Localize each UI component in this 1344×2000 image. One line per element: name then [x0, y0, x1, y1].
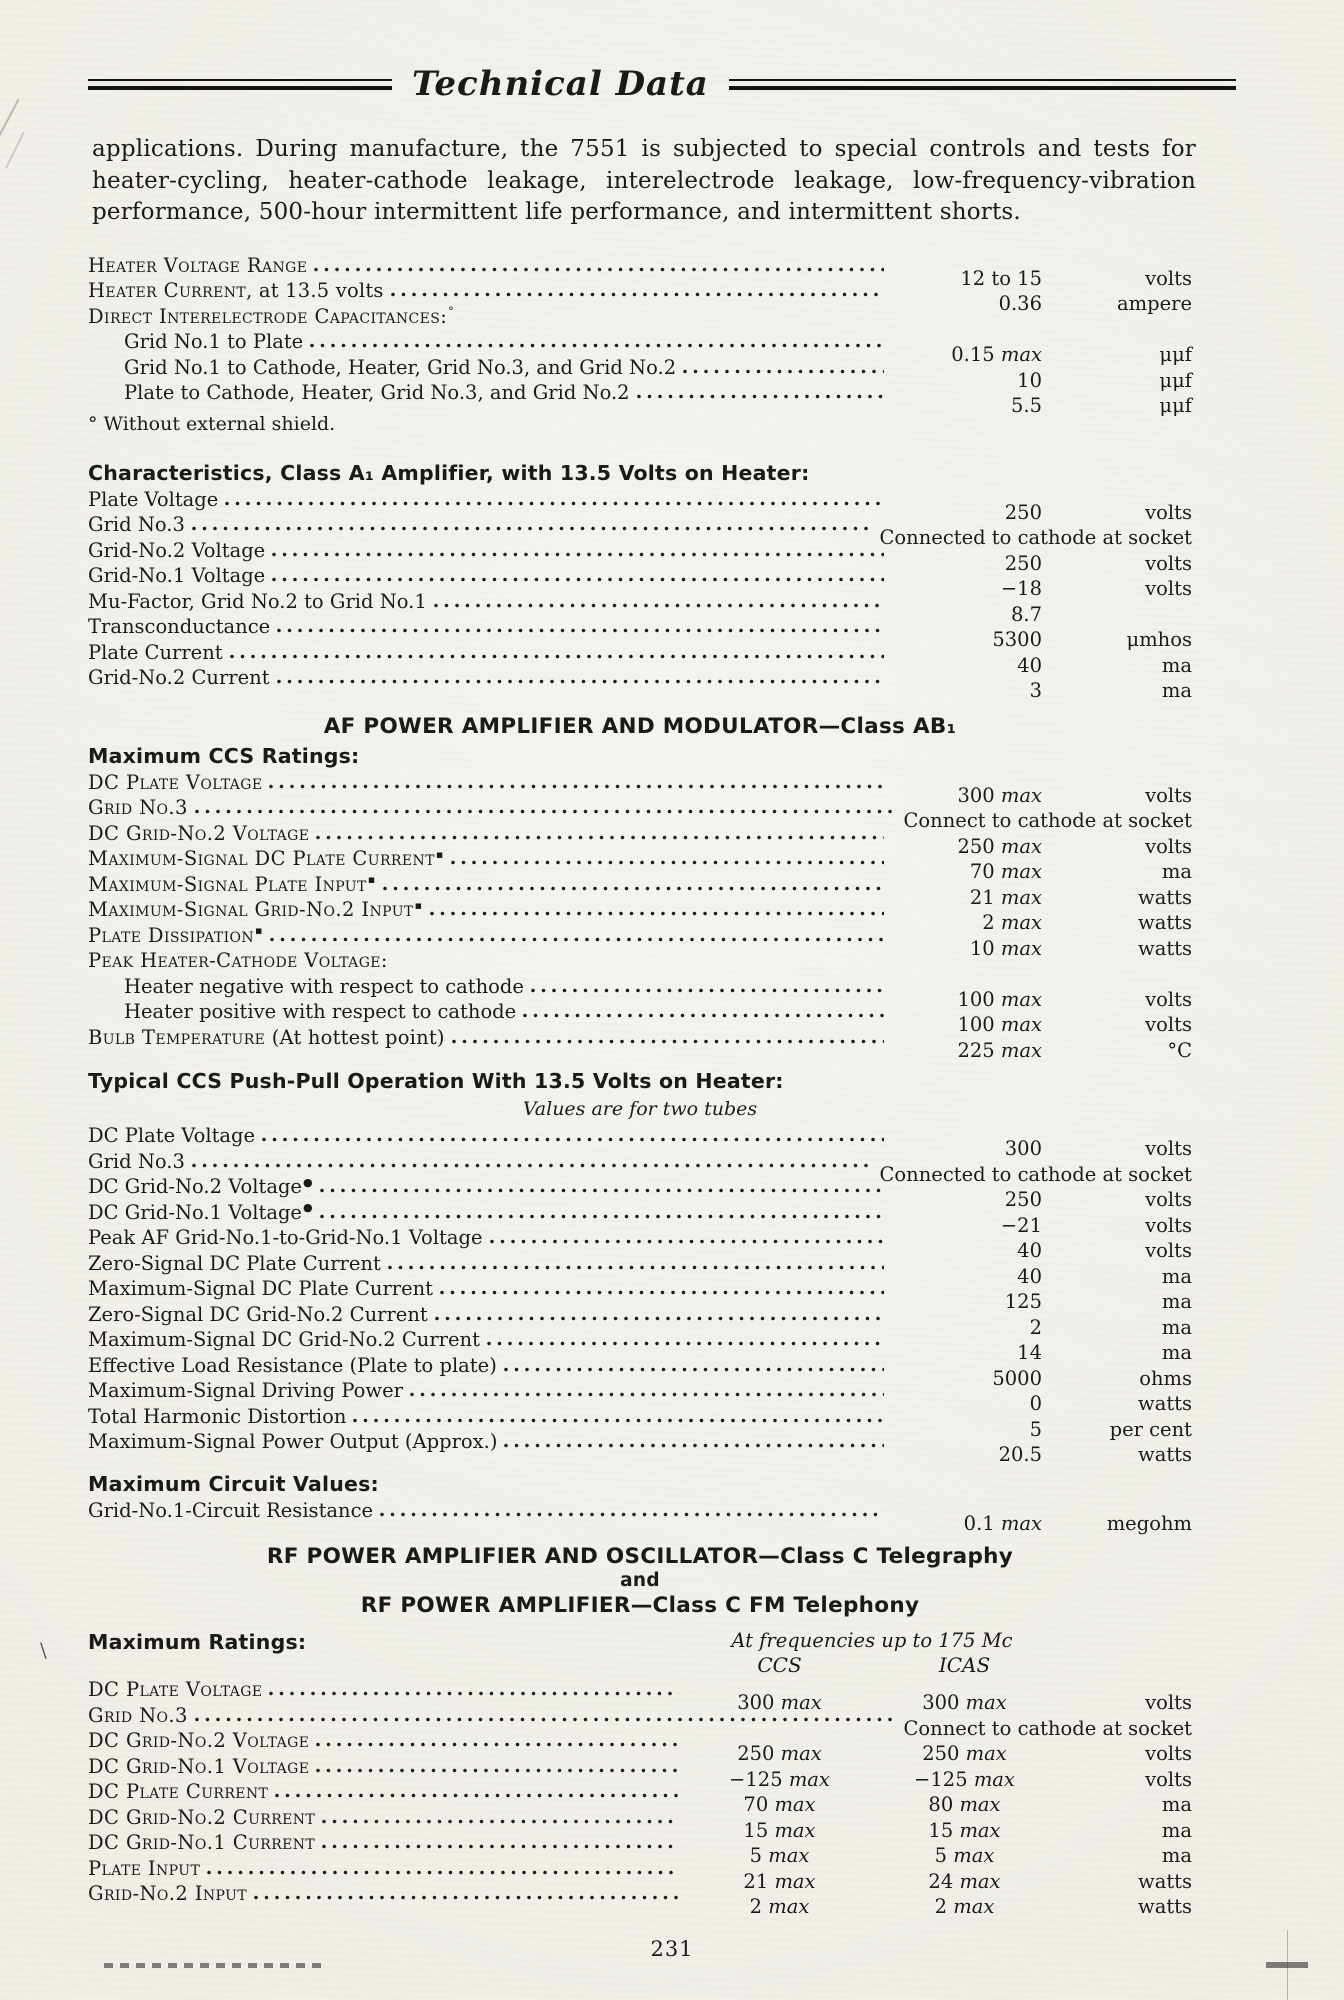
icas-value: 80 max	[928, 1793, 1001, 1816]
row-unit: volts	[1145, 834, 1192, 858]
af-power-amplifier-section	[88, 713, 1192, 1065]
footnote-marker: °	[448, 305, 455, 318]
row-unit: ma	[1161, 653, 1192, 677]
footnote-marker: ●	[302, 1201, 313, 1214]
ccs-value: 5 max	[749, 1844, 810, 1867]
row-unit: per cent	[1109, 1417, 1192, 1441]
dotted-leader	[634, 394, 884, 399]
row-value: 10 max	[969, 936, 1042, 960]
row-label: DC Grid-No.1 Voltage	[88, 1754, 310, 1778]
row-value: 10	[1017, 368, 1042, 392]
icas-value: 24 max	[928, 1869, 1001, 1893]
row-value: 250 max	[957, 834, 1042, 858]
row-label: Heater positive with respect to cathode	[124, 1000, 517, 1023]
row-label: Transconductance	[88, 615, 271, 638]
row-label: Grid No.3	[88, 796, 188, 819]
row-label: DC Plate Voltage	[88, 770, 263, 794]
ccs-value: 70 max	[743, 1793, 816, 1816]
ccs-value: 21 max	[743, 1869, 816, 1893]
row-value: 300 max	[957, 783, 1042, 807]
dotted-leader	[520, 1013, 884, 1018]
row-value: −18	[1000, 577, 1042, 600]
row-value: 5300	[992, 628, 1042, 651]
dotted-leader	[501, 1367, 884, 1372]
row-label: DC Grid-No.2 Current	[88, 1805, 316, 1829]
dotted-leader	[350, 1418, 884, 1423]
row-label: Grid-No.2 Current	[88, 666, 270, 689]
class-a1-characteristics-section	[88, 460, 1192, 705]
row-value: 20.5	[998, 1443, 1042, 1466]
row-value: 250	[1004, 1188, 1042, 1211]
row-label: Zero-Signal DC Plate Current	[88, 1251, 381, 1275]
row-value: 40	[1017, 1239, 1042, 1262]
row-label: Plate Input	[88, 1856, 201, 1880]
icas-value: −125 max	[914, 1767, 1015, 1791]
dotted-leader	[189, 526, 872, 531]
rf-ratings-header	[88, 1629, 1192, 1677]
row-value: 300	[1004, 1137, 1042, 1160]
dotted-leader	[204, 1870, 679, 1875]
row-unit: ma	[1161, 1290, 1192, 1313]
icas-value: 15 max	[928, 1818, 1001, 1842]
row-value: 21 max	[969, 885, 1042, 909]
row-unit: volts	[1145, 500, 1192, 524]
header-rule-left	[88, 79, 392, 90]
row-label: Total Harmonic Distortion	[88, 1404, 347, 1428]
row-label: Peak Heater-Cathode Voltage:	[88, 949, 388, 972]
dotted-leader	[274, 679, 884, 684]
row-value: 0.36	[998, 292, 1042, 315]
row-label: Peak AF Grid-No.1-to-Grid-No.1 Voltage	[88, 1226, 483, 1249]
shield-footnote: ° Without external shield.	[88, 412, 336, 435]
row-unit: ma	[1161, 679, 1192, 702]
row-value: 5.5	[1010, 394, 1042, 417]
row-label: Grid No.3	[88, 1703, 188, 1727]
row-label: Heater negative with respect to cathode	[124, 974, 524, 998]
dotted-leader	[319, 1844, 679, 1849]
row-unit: volts	[1145, 783, 1192, 807]
dotted-leader	[449, 1039, 884, 1044]
dotted-leader	[317, 1188, 884, 1193]
row-unit: volts	[1145, 551, 1192, 575]
row-label: Maximum-Signal Grid-No.2 Input▪	[88, 898, 423, 921]
dotted-leader	[313, 835, 884, 840]
dotted-leader	[274, 628, 884, 633]
row-unit: volts	[1145, 1239, 1192, 1262]
row-value: 12 to 15	[960, 266, 1042, 290]
table-row	[88, 974, 1192, 1011]
row-unit: ma	[1161, 1793, 1192, 1816]
dotted-leader	[267, 937, 884, 942]
row-value: 250	[1004, 551, 1042, 575]
dotted-leader	[427, 911, 885, 916]
rf-column-headers	[687, 1629, 1192, 1677]
characteristics-heading: Characteristics, Class A₁ Amplifier, with 13.5 Volts on Heater:	[88, 460, 810, 485]
row-label: Grid-No.2 Input	[88, 1882, 248, 1905]
row-unit: ma	[1161, 1844, 1192, 1867]
rf-power-amplifier-section	[88, 1543, 1192, 1921]
row-label: Effective Load Resistance (Plate to plate)	[88, 1353, 497, 1377]
row-label: Grid No.3	[88, 1149, 185, 1173]
icas-value: 300 max	[922, 1691, 1007, 1714]
maximum-circuit-values-section	[88, 1471, 1192, 1538]
page-title: Technical Data	[412, 64, 709, 104]
page-header	[0, 0, 1344, 104]
row-value: 5	[1029, 1417, 1042, 1441]
row-unit: μμf	[1159, 343, 1192, 366]
dotted-leader	[189, 1163, 872, 1168]
row-label: Maximum-Signal Plate Input▪	[88, 872, 376, 896]
icas-value: 250 max	[922, 1742, 1007, 1765]
scan-artifact	[0, 99, 19, 151]
row-label: Maximum-Signal Power Output (Approx.)	[88, 1430, 498, 1453]
row-unit: volts	[1145, 987, 1192, 1011]
row-unit: volts	[1145, 577, 1192, 600]
dotted-leader	[377, 1512, 884, 1517]
row-label: DC Plate Voltage	[88, 1678, 263, 1701]
row-unit: volts	[1145, 266, 1192, 290]
dotted-leader	[431, 603, 884, 608]
row-value: 0	[1029, 1392, 1042, 1415]
table-row	[88, 1123, 1192, 1160]
scan-artifact	[1266, 1962, 1308, 1968]
header-rule-right	[729, 79, 1236, 90]
max-ccs-ratings-heading: Maximum CCS Ratings:	[88, 743, 360, 768]
row-unit: watts	[1138, 1392, 1192, 1415]
row-unit: volts	[1145, 1742, 1192, 1765]
row-value: 40	[1017, 653, 1042, 677]
row-label-suffix: , at 13.5 volts	[246, 279, 384, 302]
dotted-leader	[272, 1793, 679, 1798]
dotted-leader	[528, 988, 884, 993]
row-unit: °C	[1167, 1038, 1192, 1062]
ccs-value: −125 max	[729, 1767, 830, 1791]
dotted-leader	[251, 1895, 679, 1900]
row-unit: ampere	[1116, 292, 1192, 315]
dotted-leader	[448, 860, 884, 865]
dotted-leader	[192, 1717, 896, 1722]
ccs-value: 250 max	[737, 1742, 822, 1765]
footnote-marker: ▪	[414, 898, 423, 912]
scan-artifact	[5, 132, 24, 169]
dotted-leader	[313, 1742, 679, 1747]
icas-value: 2 max	[934, 1895, 995, 1918]
row-unit: watts	[1138, 1895, 1192, 1918]
table-row	[88, 253, 1192, 290]
table-row	[88, 770, 1192, 807]
rf-heading-conjunction: and	[620, 1570, 660, 1591]
ccs-value: 15 max	[743, 1818, 816, 1842]
row-unit: volts	[1145, 1691, 1192, 1714]
row-unit: megohm	[1106, 1511, 1192, 1535]
row-label-suffix: (At hottest point)	[265, 1025, 445, 1049]
row-unit: volts	[1145, 1137, 1192, 1160]
dotted-leader	[385, 1265, 884, 1270]
general-ratings-table	[88, 253, 1192, 417]
row-unit: ma	[1161, 1341, 1192, 1364]
dotted-leader	[437, 1290, 884, 1295]
ccs-column-header: CCS	[757, 1653, 802, 1677]
ccs-value: 300 max	[737, 1691, 822, 1714]
row-spanning-value: Connected to cathode at socket	[879, 1162, 1192, 1186]
row-value: 2	[1029, 1315, 1042, 1339]
table-row	[88, 487, 1192, 524]
dotted-leader	[680, 369, 884, 374]
max-ccs-ratings-table	[88, 770, 1192, 1062]
row-value: 100 max	[957, 987, 1042, 1011]
footnote-marker: ▪	[255, 924, 263, 937]
row-label: Maximum-Signal DC Plate Current▪	[88, 847, 444, 870]
row-unit: volts	[1145, 1213, 1192, 1237]
dotted-leader	[227, 654, 884, 659]
row-value: 5000	[992, 1366, 1042, 1390]
row-label: DC Plate Voltage	[88, 1124, 256, 1147]
row-value: 3	[1029, 679, 1042, 702]
row-value: 40	[1017, 1264, 1042, 1288]
row-label: DC Grid-No.1 Current	[88, 1831, 316, 1854]
row-unit: ohms	[1139, 1366, 1192, 1390]
dotted-leader	[269, 552, 884, 557]
push-pull-operation-section	[88, 1068, 1192, 1469]
row-label: Direct Interelectrode Capacitances:°	[88, 304, 455, 328]
row-label: Grid-No.2 Voltage	[88, 538, 266, 562]
dotted-leader	[487, 1239, 885, 1244]
maximum-ratings-label: Maximum Ratings:	[88, 1630, 307, 1654]
row-label: Plate to Cathode, Heater, Grid No.3, and Grid No.2	[124, 381, 630, 404]
dotted-leader	[266, 784, 884, 789]
footnote-marker: ●	[302, 1175, 313, 1189]
dotted-leader	[259, 1137, 884, 1142]
af-section-heading: AF POWER AMPLIFIER AND MODULATOR—Class AB₁	[323, 713, 957, 739]
row-unit: ma	[1161, 1264, 1192, 1288]
dotted-leader	[501, 1443, 884, 1448]
row-spanning-value: Connected to cathode at socket	[879, 526, 1192, 549]
row-label: Maximum-Signal DC Grid-No.2 Current	[88, 1328, 480, 1351]
row-value: 100 max	[957, 1013, 1042, 1036]
row-label: Grid No.1 to Cathode, Heater, Grid No.3, and Grid No.2	[124, 355, 677, 379]
row-value: 2 max	[982, 911, 1042, 934]
row-label: Plate Current	[88, 640, 223, 664]
dotted-leader	[313, 1768, 679, 1773]
row-label: Mu-Factor, Grid No.2 to Grid No.1	[88, 589, 427, 613]
row-label: DC Grid-No.2 Voltage●	[88, 1175, 313, 1198]
row-label: DC Grid-No.2 Voltage	[88, 1729, 310, 1752]
row-label: Zero-Signal DC Grid-No.2 Current	[88, 1302, 428, 1326]
row-label: Bulb Temperature (At hottest point)	[88, 1025, 445, 1049]
table-row	[88, 1677, 1192, 1714]
row-unit: μμf	[1159, 368, 1192, 392]
dotted-leader	[407, 1392, 884, 1397]
row-spanning-value: Connect to cathode at socket	[903, 1716, 1192, 1740]
dotted-leader	[192, 809, 896, 814]
row-label: Plate Dissipation▪	[88, 923, 263, 947]
row-unit: volts	[1145, 1188, 1192, 1211]
rf-ratings-table	[88, 1677, 1192, 1918]
characteristics-table	[88, 487, 1192, 702]
dotted-leader	[484, 1341, 884, 1346]
row-value: 225 max	[957, 1038, 1042, 1062]
row-label: Grid No.3	[88, 513, 185, 536]
two-tubes-note: Values are for two tubes	[522, 1098, 758, 1120]
row-unit: μμf	[1159, 394, 1192, 417]
row-label: Grid-No.1-Circuit Resistance	[88, 1498, 374, 1522]
icas-value: 5 max	[934, 1844, 995, 1867]
frequency-note: At frequencies up to 175 Mc	[731, 1629, 1013, 1652]
footnote-marker: ▪	[435, 847, 444, 861]
footnote-marker: ▪	[367, 873, 376, 886]
dotted-leader	[388, 292, 884, 297]
row-value: 125	[1004, 1290, 1042, 1313]
row-label: Heater Current, at 13.5 volts	[88, 279, 384, 302]
dotted-leader	[432, 1316, 884, 1321]
row-unit: watts	[1138, 1443, 1192, 1466]
row-label: Maximum-Signal DC Plate Current	[88, 1277, 434, 1300]
scan-artifact: \	[40, 1638, 47, 1662]
row-unit: μmhos	[1126, 628, 1192, 651]
dotted-leader	[222, 501, 884, 506]
row-value: 8.7	[1010, 602, 1042, 626]
rf-heading-line1: RF POWER AMPLIFIER AND OSCILLATOR—Class C Telegraphy	[266, 1544, 1014, 1569]
row-unit: ma	[1161, 1315, 1192, 1339]
row-label: Heater Voltage Range	[88, 253, 308, 277]
dotted-leader	[269, 577, 884, 582]
circuit-values-table	[88, 1498, 1192, 1535]
icas-column-header: ICAS	[938, 1653, 991, 1677]
row-unit: watts	[1138, 911, 1192, 934]
row-spanning-value: Connect to cathode at socket	[903, 809, 1192, 832]
row-label: Grid-No.1 Voltage	[88, 564, 266, 587]
dotted-leader	[319, 1819, 679, 1824]
circuit-values-heading: Maximum Circuit Values:	[88, 1471, 379, 1496]
row-label: DC Grid-No.2 Voltage	[88, 821, 310, 845]
row-label: Maximum-Signal Driving Power	[88, 1379, 403, 1402]
row-unit: watts	[1138, 885, 1192, 909]
dotted-leader	[307, 343, 884, 348]
page-number: 231	[650, 1936, 694, 1961]
row-label: Grid No.1 to Plate	[124, 330, 304, 353]
scan-artifact	[104, 1963, 324, 1968]
push-pull-table	[88, 1123, 1192, 1466]
table-row	[88, 1498, 1192, 1535]
dotted-leader	[311, 267, 884, 272]
row-value: −21	[1000, 1213, 1042, 1237]
rf-heading-line2: RF POWER AMPLIFIER—Class C FM Telephony	[360, 1593, 920, 1618]
table-row	[88, 329, 1192, 366]
row-value: 70 max	[969, 860, 1042, 883]
general-ratings-section	[88, 253, 1192, 442]
row-unit: watts	[1138, 936, 1192, 960]
row-value: 14	[1017, 1341, 1042, 1364]
row-value: 250	[1004, 500, 1042, 524]
row-label: DC Grid-No.1 Voltage●	[88, 1200, 313, 1224]
row-unit: volts	[1145, 1767, 1192, 1791]
push-pull-heading: Typical CCS Push-Pull Operation With 13.5 Volts on Heater:	[88, 1069, 784, 1093]
row-unit: watts	[1138, 1869, 1192, 1893]
dotted-leader	[380, 886, 884, 891]
intro-paragraph: applications. During manufacture, the 7551 is subjected to special controls and tests for heater-cycling, heater-cathode leakage, interelectrode leakage, low-frequency-vibration performance, 500-hour intermittent life performance, and intermittent shorts.	[92, 136, 1196, 225]
dotted-leader	[266, 1691, 679, 1696]
row-unit: volts	[1145, 1013, 1192, 1036]
ccs-value: 2 max	[749, 1895, 810, 1918]
row-label: Plate Voltage	[88, 487, 219, 511]
dotted-leader	[317, 1214, 884, 1219]
row-unit: ma	[1161, 860, 1192, 883]
rf-ccs-icas-row	[687, 1653, 1192, 1677]
row-value: 0.1 max	[963, 1511, 1042, 1535]
row-value: 0.15 max	[951, 343, 1042, 366]
row-unit: ma	[1161, 1818, 1192, 1842]
unit-column-spacer	[1057, 1653, 1192, 1677]
row-label: DC Plate Current	[88, 1780, 269, 1803]
